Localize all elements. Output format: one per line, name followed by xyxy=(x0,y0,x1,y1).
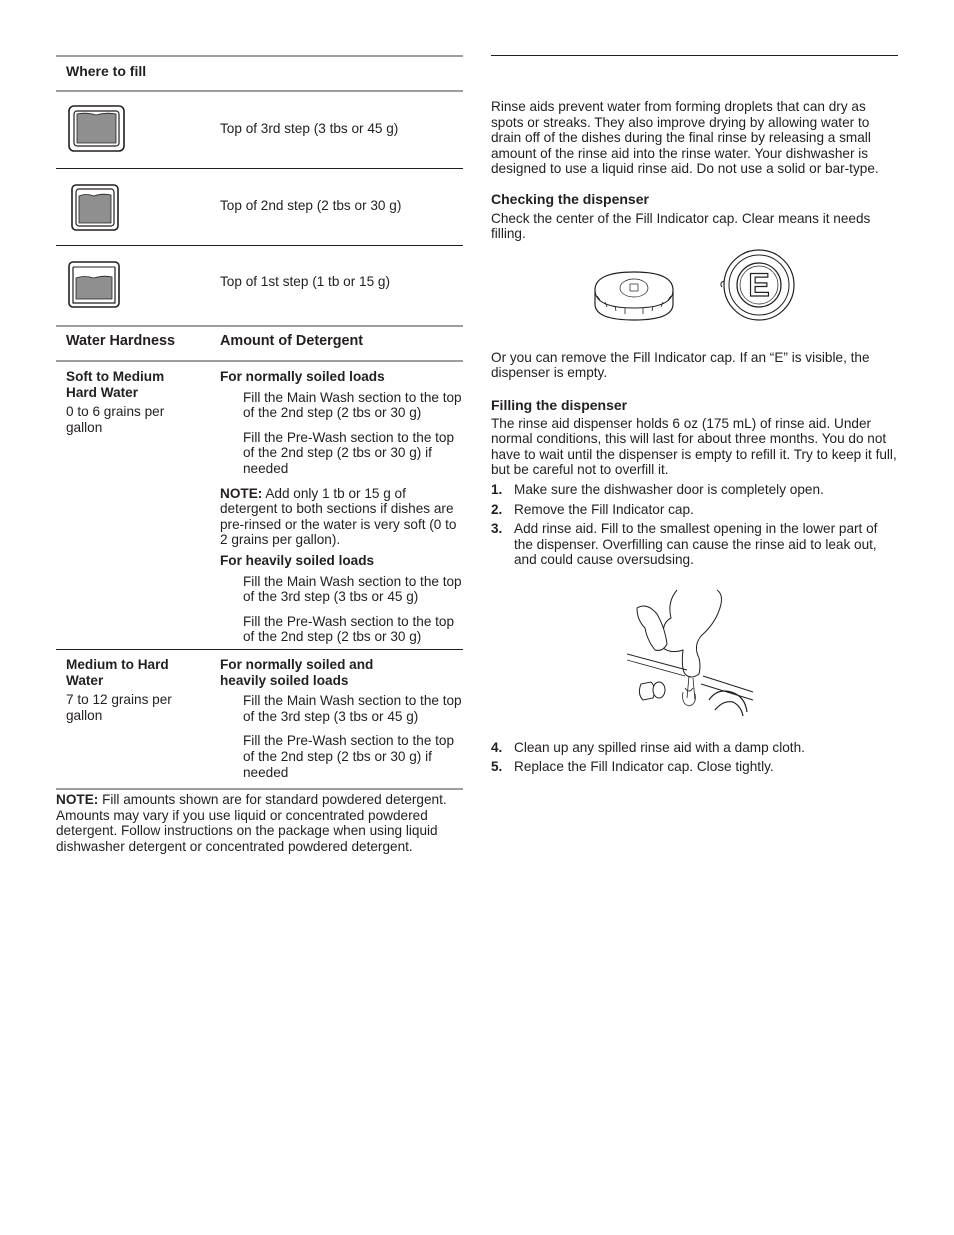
cap-illustrations xyxy=(491,242,898,346)
soft-heavy-label: For heavily soiled loads xyxy=(220,552,375,568)
step-number: 4. xyxy=(491,739,503,755)
soft-detergent-cell xyxy=(220,369,463,645)
dispenser-1st-step-icon xyxy=(66,259,122,311)
checking-title: Checking the dispenser xyxy=(491,190,649,207)
detergent-section xyxy=(56,55,463,854)
amount-of-detergent-header: Amount of Detergent xyxy=(220,333,364,349)
fill-text-2nd: Top of 2nd step (2 tbs or 30 g) xyxy=(220,198,402,213)
checking-text: Check the center of the Fill Indicator cap. Clear means it needs filling. xyxy=(491,210,871,242)
hard-detergent-cell xyxy=(220,657,463,780)
fill-row-1st xyxy=(56,246,463,325)
hardness-row-hard xyxy=(56,650,463,788)
soft-water-title: Soft to Medium Hard Water xyxy=(66,369,165,400)
soft-note xyxy=(220,486,463,548)
hard-water-cell xyxy=(66,657,196,723)
bottom-note-text: Fill amounts shown are for standard powdered detergent. Amounts may vary if you use liquid or concentrated powdered detergent. Follow instructions on the package when using liquid dishwasher detergent or concentrated powdered detergent. xyxy=(56,792,447,854)
filling-title: Filling the dispenser xyxy=(491,396,628,413)
fill-row-2nd xyxy=(56,169,463,246)
hard-water-grains: 7 to 12 grains per gallon xyxy=(66,692,172,723)
step-item xyxy=(491,740,898,756)
step-item xyxy=(491,482,898,498)
bottom-note-label: NOTE: xyxy=(56,792,99,807)
table-bottom-rule xyxy=(56,788,463,790)
filling-steps-list xyxy=(491,482,898,568)
hard-label: For normally soiled and heavily soiled loads xyxy=(220,657,374,688)
water-hardness-header: Water Hardness xyxy=(66,333,176,349)
step-item xyxy=(491,521,898,568)
cap-e-letter: E xyxy=(748,266,770,303)
soft-heavy-main: Fill the Main Wash section to the top of the 3rd step (3 tbs or 45 g) xyxy=(243,573,462,605)
pouring-illustration xyxy=(491,568,898,736)
step-text: Clean up any spilled rinse aid with a damp cloth. xyxy=(514,739,805,755)
soft-note-text: Add only 1 tb or 15 g of detergent to both sections if dishes are pre-rinsed or the water is very soft (0 to 2 grains per gallon). xyxy=(220,485,457,548)
hand-pouring-rinse-aid-icon xyxy=(627,588,755,718)
step-text: Remove the Fill Indicator cap. xyxy=(514,501,694,517)
fill-text-3rd: Top of 3rd step (3 tbs or 45 g) xyxy=(220,121,399,136)
bottom-note xyxy=(56,792,463,854)
hard-water-title: Medium to Hard Water xyxy=(66,657,169,688)
step-number: 3. xyxy=(491,521,503,537)
hardness-header xyxy=(56,327,463,360)
fill-text-1st: Top of 1st step (1 tb or 15 g) xyxy=(220,274,391,289)
soft-heavy-pre: Fill the Pre-Wash section to the top of the 2nd step (2 tbs or 30 g) xyxy=(243,613,455,645)
step-text: Make sure the dishwasher door is completely open. xyxy=(514,481,824,497)
rinse-top-rule xyxy=(491,55,898,56)
filling-steps-list-continued xyxy=(491,740,898,775)
soft-water-grains: 0 to 6 grains per gallon xyxy=(66,404,165,435)
hard-main: Fill the Main Wash section to the top of the 3rd step (3 tbs or 45 g) xyxy=(243,693,462,724)
dispenser-2nd-step-icon xyxy=(66,182,122,234)
hard-pre: Fill the Pre-Wash section to the top of the 2nd step (2 tbs or 30 g) if needed xyxy=(243,733,455,780)
rinse-intro: Rinse aids prevent water from forming droplets that can dry as spots or streaks. They also improve drying by allowing water to drain off of the dishes during the final rinse by releasing a small amount of the rinse aid into the rinse water. Your dishwasher is designed to use a liquid rinse aid. Do not use a solid or bar-type. xyxy=(491,99,879,177)
fill-indicator-cap-side-icon xyxy=(591,260,677,340)
soft-normal-main: Fill the Main Wash section to the top of the 2nd step (2 tbs or 30 g) xyxy=(243,389,462,421)
soft-note-label: NOTE: xyxy=(220,485,263,501)
soft-normal-label: For normally soiled loads xyxy=(220,369,385,384)
step-text: Replace the Fill Indicator cap. Close tightly. xyxy=(514,759,774,775)
step-number: 5. xyxy=(491,759,503,775)
soft-normal-pre: Fill the Pre-Wash section to the top of the 2nd step (2 tbs or 30 g) if needed xyxy=(243,429,455,476)
dispenser-3rd-step-icon xyxy=(66,103,128,155)
step-number: 1. xyxy=(491,481,503,497)
step-text: Add rinse aid. Fill to the smallest opening in the lower part of the dispenser. Overfilling can cause the rinse aid to leak out, and could cause oversudsing. xyxy=(514,521,878,568)
fill-row-3rd xyxy=(56,92,463,169)
remove-cap-text: Or you can remove the Fill Indicator cap. If an “E” is visible, the dispenser is empty. xyxy=(491,349,870,381)
rinse-aid-section xyxy=(491,55,898,775)
hardness-row-soft xyxy=(56,362,463,650)
step-item xyxy=(491,502,898,518)
step-number: 2. xyxy=(491,501,503,517)
where-to-fill-header: Where to fill xyxy=(66,63,147,79)
step-item xyxy=(491,759,898,775)
filling-text: The rinse aid dispenser holds 6 oz (175 mL) of rinse aid. Under normal conditions, this will last for about three months. You do not have to wait until the dispenser is empty to refill it. Try to keep it full, but be careful not to overfill it. xyxy=(491,415,897,478)
soft-water-cell xyxy=(66,369,196,435)
fill-indicator-cap-top-icon xyxy=(713,247,795,323)
